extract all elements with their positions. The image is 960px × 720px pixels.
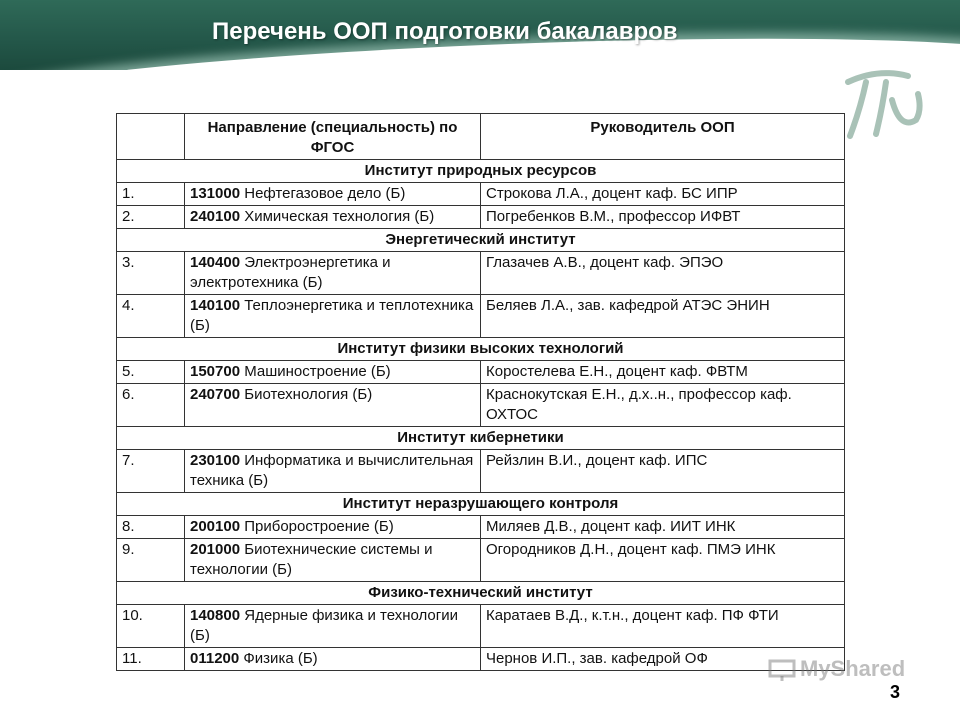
- direction-cell: [185, 450, 481, 493]
- institute-name: Институт кибернетики: [117, 427, 845, 450]
- program-head: Беляев Л.А., зав. кафедрой АТЭС ЭНИН: [481, 295, 845, 338]
- institute-row: [117, 427, 845, 450]
- direction-cell: [185, 252, 481, 295]
- direction-code: 011200: [190, 650, 240, 667]
- row-number: 2.: [117, 206, 185, 229]
- row-number: 4.: [117, 295, 185, 338]
- institute-name: Институт природных ресурсов: [117, 160, 845, 183]
- row-number: 5.: [117, 361, 185, 384]
- table-row: [117, 384, 845, 427]
- mysahred-watermark: [768, 656, 905, 682]
- institute-name: Институт неразрушающего контроля: [117, 493, 845, 516]
- watermark-text: MyShared: [800, 656, 906, 681]
- program-head: Каратаев В.Д., к.т.н., доцент каф. ПФ ФТИ: [481, 605, 845, 648]
- table-row: [117, 295, 845, 338]
- table-row: [117, 450, 845, 493]
- row-number: 7.: [117, 450, 185, 493]
- table-row: [117, 605, 845, 648]
- direction-cell: [185, 516, 481, 539]
- direction-cell: [185, 605, 481, 648]
- program-head: Глазачев А.В., доцент каф. ЭПЭО: [481, 252, 845, 295]
- direction-name: Теплоэнергетика и теплотехника (Б): [190, 297, 474, 334]
- direction-code: 131000: [190, 185, 241, 202]
- row-number: 9.: [117, 539, 185, 582]
- table-row: [117, 206, 845, 229]
- direction-code: 140800: [190, 607, 241, 624]
- table-header-row: [117, 114, 845, 160]
- direction-cell: [185, 361, 481, 384]
- institute-row: [117, 338, 845, 361]
- tpu-monogram-logo-icon: [838, 60, 928, 150]
- direction-code: 140400: [190, 254, 241, 271]
- institute-row: [117, 229, 845, 252]
- table-row: [117, 252, 845, 295]
- direction-cell: [185, 539, 481, 582]
- institute-name: Институт физики высоких технологий: [117, 338, 845, 361]
- direction-code: 140100: [190, 297, 241, 314]
- direction-name: Нефтегазовое дело (Б): [240, 185, 406, 202]
- header-head: Руководитель ООП: [481, 114, 845, 160]
- slide-title: Перечень ООП подготовки бакалавров: [212, 18, 678, 45]
- program-head: Краснокутская Е.Н., д.х..н., профессор каф. ОХТОС: [481, 384, 845, 427]
- direction-cell: [185, 183, 481, 206]
- row-number: 11.: [117, 648, 185, 671]
- direction-name: Электроэнергетика и электротехника (Б): [190, 254, 391, 291]
- direction-name: Биотехнология (Б): [240, 386, 373, 403]
- presentation-icon: [768, 658, 796, 682]
- direction-name: Машиностроение (Б): [240, 363, 391, 380]
- programs-table: [116, 113, 845, 671]
- direction-name: Физика (Б): [239, 650, 318, 667]
- program-head: Рейзлин В.И., доцент каф. ИПС: [481, 450, 845, 493]
- direction-name: Ядерные физика и технологии (Б): [190, 607, 459, 644]
- direction-name: Информатика и вычислительная техника (Б): [190, 452, 474, 489]
- institute-name: Физико-технический институт: [117, 582, 845, 605]
- program-head: Погребенков В.М., профессор ИФВТ: [481, 206, 845, 229]
- row-number: 10.: [117, 605, 185, 648]
- direction-code: 240100: [190, 208, 241, 225]
- direction-name: Химическая технология (Б): [240, 208, 435, 225]
- program-head: Огородников Д.Н., доцент каф. ПМЭ ИНК: [481, 539, 845, 582]
- table-row: [117, 361, 845, 384]
- direction-code: 201000: [190, 541, 241, 558]
- direction-code: 240700: [190, 386, 241, 403]
- table-row: [117, 539, 845, 582]
- row-number: 6.: [117, 384, 185, 427]
- direction-cell: [185, 648, 481, 671]
- program-head: Чернов И.П., зав. кафедрой ОФ: [481, 648, 845, 671]
- direction-name: Приборостроение (Б): [240, 518, 394, 535]
- institute-row: [117, 582, 845, 605]
- row-number: 8.: [117, 516, 185, 539]
- institute-name: Энергетический институт: [117, 229, 845, 252]
- direction-cell: [185, 206, 481, 229]
- table-row: [117, 183, 845, 206]
- program-head: Строкова Л.А., доцент каф. БС ИПР: [481, 183, 845, 206]
- table-row: [117, 516, 845, 539]
- row-number: 3.: [117, 252, 185, 295]
- row-number: 1.: [117, 183, 185, 206]
- direction-code: 230100: [190, 452, 241, 469]
- direction-cell: [185, 295, 481, 338]
- direction-code: 150700: [190, 363, 241, 380]
- page-number: 3: [890, 682, 901, 702]
- header-direction: Направление (специальность) по ФГОС: [185, 114, 481, 160]
- table-row: [117, 648, 845, 671]
- institute-row: [117, 160, 845, 183]
- institute-row: [117, 493, 845, 516]
- program-head: Коростелева Е.Н., доцент каф. ФВТМ: [481, 361, 845, 384]
- direction-name: Биотехнические системы и технологии (Б): [190, 541, 433, 578]
- direction-cell: [185, 384, 481, 427]
- program-head: Миляев Д.В., доцент каф. ИИТ ИНК: [481, 516, 845, 539]
- direction-code: 200100: [190, 518, 241, 535]
- header-num: [117, 114, 185, 160]
